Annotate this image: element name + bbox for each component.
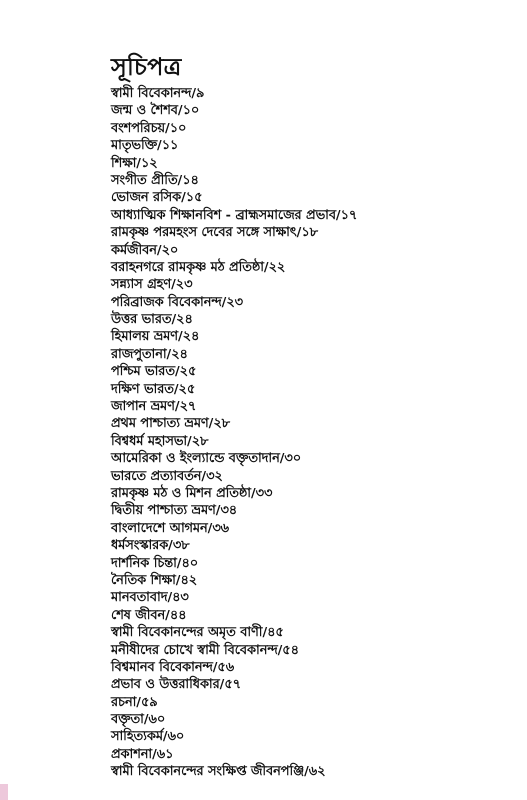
toc-entry-19: জাপান ভ্রমণ/২৭ xyxy=(111,399,197,415)
toc-entry-10: কর্মজীবন/২০ xyxy=(111,242,179,258)
toc-entry-21: বিশ্বধর্ম মহাসভা/২৮ xyxy=(111,433,209,449)
toc-entry-28: দার্শনিক চিন্তা/৪০ xyxy=(111,555,199,571)
toc-entry-22: আমেরিকা ও ইংল্যান্ডে বক্তৃতাদান/৩০ xyxy=(111,451,302,467)
table-of-contents-title: সূচিপত্র xyxy=(111,53,182,81)
toc-entry-27: ধর্মসংস্কারক/৩৮ xyxy=(111,538,190,554)
toc-entry-2: জন্ম ও শৈশব/১০ xyxy=(111,103,200,119)
toc-entry-7: ভোজন রসিক/১৫ xyxy=(111,190,203,206)
toc-entry-14: উত্তর ভারত/২৪ xyxy=(111,312,193,328)
toc-entry-23: ভারতে প্রত্যাবর্তন/৩২ xyxy=(111,468,223,484)
toc-entry-31: শেষ জীবন/৪৪ xyxy=(111,607,187,623)
toc-entry-4: মাতৃভক্তি/১১ xyxy=(111,138,179,154)
toc-entry-3: বংশপরিচয়/১০ xyxy=(111,120,187,136)
toc-entry-37: বক্তৃতা/৬০ xyxy=(111,712,166,728)
table-of-contents-list xyxy=(111,85,511,781)
toc-entry-32: স্বামী বিবেকানন্দের অমৃত বাণী/৪৫ xyxy=(111,625,284,641)
toc-entry-26: বাংলাদেশে আগমন/৩৬ xyxy=(111,520,229,536)
toc-entry-40: স্বামী বিবেকানন্দের সংক্ষিপ্ত জীবনপঞ্জি/৬২ xyxy=(111,764,326,780)
toc-entry-11: বরাহনগরে রামকৃষ্ণ মঠ প্রতিষ্ঠা/২২ xyxy=(111,259,286,275)
toc-entry-20: প্রথম পাশ্চাত্য ভ্রমণ/২৮ xyxy=(111,416,230,432)
toc-entry-36: রচনা/৫৯ xyxy=(111,694,158,710)
toc-entry-34: বিশ্বমানব বিবেকানন্দ/৫৬ xyxy=(111,659,235,675)
toc-entry-29: নৈতিক শিক্ষা/৪২ xyxy=(111,572,198,588)
toc-entry-13: পরিব্রাজক বিবেকানন্দ/২৩ xyxy=(111,294,243,310)
toc-entry-25: দ্বিতীয় পাশ্চাত্য ভ্রমণ/৩৪ xyxy=(111,503,238,519)
toc-entry-8: আধ্যাত্মিক শিক্ষানবিশ - ব্রাহ্মসমাজের প্রভাব/১৭ xyxy=(111,207,358,223)
toc-entry-5: শিক্ষা/১২ xyxy=(111,155,158,171)
toc-entry-24: রামকৃষ্ণ মঠ ও মিশন প্রতিষ্ঠা/৩৩ xyxy=(111,485,273,501)
toc-entry-15: হিমালয় ভ্রমণ/২৪ xyxy=(111,329,200,345)
toc-entry-38: সাহিত্যকর্ম/৬০ xyxy=(111,729,185,745)
toc-entry-35: প্রভাব ও উত্তরাধিকার/৫৭ xyxy=(111,677,241,693)
toc-entry-33: মনীষীদের চোখে স্বামী বিবেকানন্দ/৫৪ xyxy=(111,642,299,658)
toc-entry-12: সন্ন্যাস গ্রহণ/২৩ xyxy=(111,277,193,293)
toc-entry-17: পশ্চিম ভারত/২৫ xyxy=(111,364,197,380)
toc-entry-18: দক্ষিণ ভারত/২৫ xyxy=(111,381,196,397)
toc-entry-30: মানবতাবাদ/৪৩ xyxy=(111,590,189,606)
toc-entry-39: প্রকাশনা/৬১ xyxy=(111,746,174,762)
corner-smudge-mark xyxy=(0,784,8,800)
toc-entry-16: রাজপুতানা/২৪ xyxy=(111,346,188,362)
toc-entry-1: স্বামী বিবেকানন্দ/৯ xyxy=(111,86,205,101)
toc-entry-9: রামকৃষ্ণ পরমহংস দেবের সঙ্গে সাক্ষাৎ/১৮ xyxy=(111,225,318,241)
toc-entry-6: সংগীত প্রীতি/১৪ xyxy=(111,172,199,188)
